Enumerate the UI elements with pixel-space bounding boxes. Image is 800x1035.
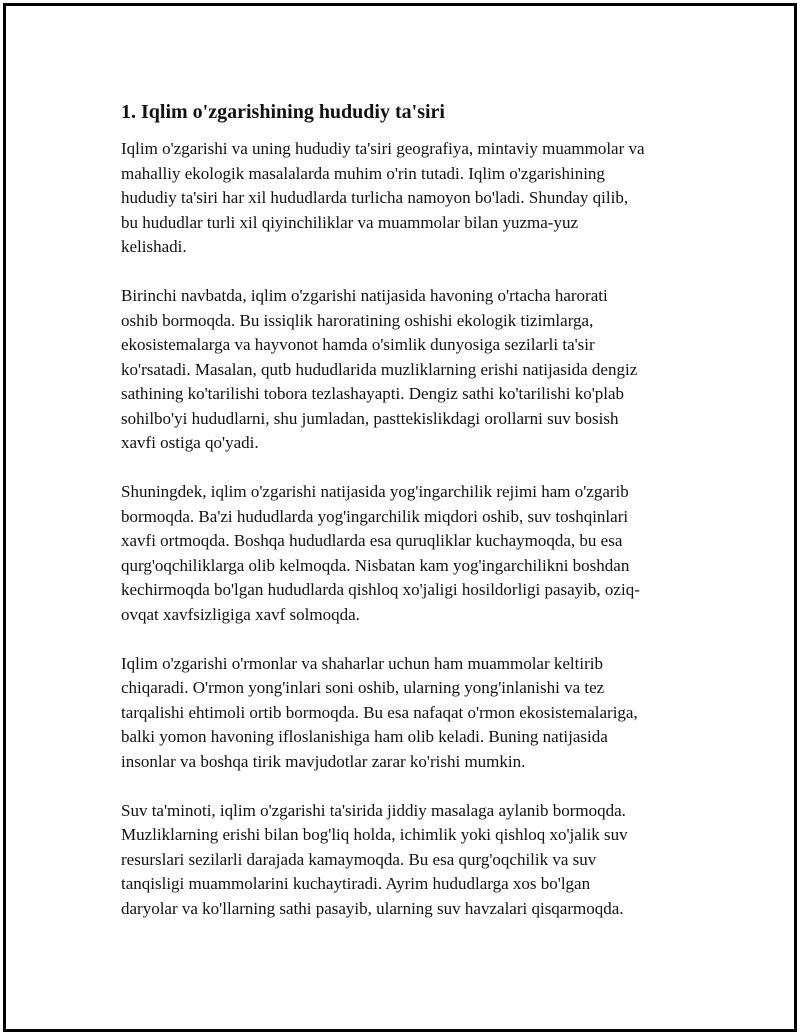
text-line: ovqat xavfsizligiga xavf solmoqda.	[121, 604, 360, 624]
text-line: Muzliklarning erishi bilan bog'liq holda, ichimlik yoki qishloq xo'jalik suv	[121, 825, 628, 844]
document-body	[121, 98, 701, 946]
text-line: kelishadi.	[121, 237, 187, 256]
paragraph-1	[121, 137, 701, 260]
text-line: mahalliy ekologik masalalarda muhim o'rin tutadi. Iqlim o'zgarishining	[121, 163, 605, 183]
text-line: daryolar va ko'llarning sathi pasayib, ularning suv havzalari qisqarmoqda.	[121, 898, 624, 918]
paragraph-4	[121, 652, 701, 775]
text-line: chiqaradi. O'rmon yong'inlari soni oshib, ularning yong'inlanishi va tez	[121, 678, 605, 697]
text-line: bormoqda. Ba'zi hududlarda yog'ingarchilik miqdori oshib, suv toshqinlari	[121, 506, 629, 526]
text-line: ko'rsatadi. Masalan, qutb hududlarida muzliklarning erishi natijasida dengiz	[121, 359, 638, 379]
text-line: tanqisligi muammolarini kuchaytiradi. Ayrim hududlarga xos bo'lgan	[121, 874, 591, 893]
text-line: hududiy ta'siri har xil hududlarda turlicha namoyon bo'ladi. Shunday qilib,	[121, 188, 629, 207]
paragraph-3	[121, 480, 701, 627]
paragraph-2	[121, 284, 701, 456]
text-line: Suv ta'minoti, iqlim o'zgarishi ta'sirida jiddiy masalaga aylanib bormoqda.	[121, 800, 626, 820]
text-line: sathining ko'tarilishi tobora tezlashayapti. Dengiz sathi ko'tarilishi ko'plab	[121, 384, 625, 403]
page-frame	[3, 3, 797, 1032]
text-line: resurslari sezilarli darajada kamaymoqda. Bu esa qurg'oqchilik va suv	[121, 849, 597, 869]
text-line: kechirmoqda bo'lgan hududlarda qishloq xo'jaligi hosildorligi pasayib, oziq-	[121, 580, 640, 599]
text-line: oshib bormoqda. Bu issiqlik haroratining oshishi ekologik tizimlarga,	[121, 310, 594, 330]
text-line: xavfi ortmoqda. Boshqa hududlarda esa quruqliklar kuchaymoqda, bu esa	[121, 531, 623, 550]
text-line: ekosistemalarga va hayvonot hamda o'simlik dunyosiga sezilarli ta'sir	[121, 335, 595, 354]
text-line: xavfi ostiga qo'yadi.	[121, 433, 259, 452]
text-line: Shuningdek, iqlim o'zgarishi natijasida yog'ingarchilik rejimi ham o'zgarib	[121, 482, 629, 501]
text-line: Birinchi navbatda, iqlim o'zgarishi natijasida havoning o'rtacha harorati	[121, 286, 608, 305]
section-heading: 1. Iqlim o'zgarishining hududiy ta'siri	[121, 101, 445, 123]
paragraph-5	[121, 799, 701, 922]
text-line: balki yomon havoning ifloslanishiga ham olib keladi. Buning natijasida	[121, 727, 608, 746]
text-line: Iqlim o'zgarishi va uning hududiy ta'siri geografiya, mintaviy muammolar va	[121, 139, 645, 158]
text-line: sohilbo'yi hududlarni, shu jumladan, pasttekislikdagi orollarni suv bosish	[121, 408, 619, 428]
text-line: qurg'oqchiliklarga olib kelmoqda. Nisbatan kam yog'ingarchilikni boshdan	[121, 555, 630, 575]
text-line: insonlar va boshqa tirik mavjudotlar zarar ko'rishi mumkin.	[121, 751, 526, 771]
text-line: Iqlim o'zgarishi o'rmonlar va shaharlar uchun ham muammolar keltirib	[121, 653, 603, 673]
text-line: tarqalishi ehtimoli ortib bormoqda. Bu esa nafaqat o'rmon ekosistemalariga,	[121, 702, 638, 722]
text-line: bu hududlar turli xil qiyinchiliklar va muammolar bilan yuzma-yuz	[121, 212, 578, 232]
